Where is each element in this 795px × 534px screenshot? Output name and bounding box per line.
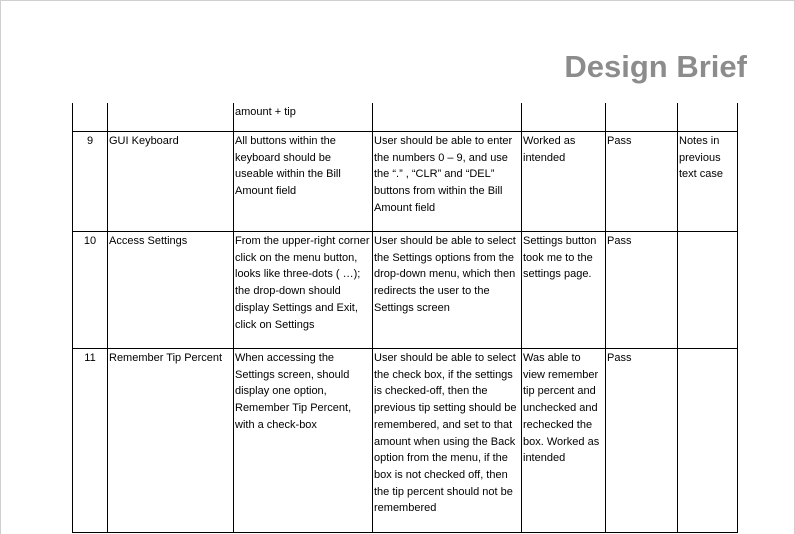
- cell-feature: Remember Tip Percent: [108, 349, 234, 533]
- cell-result: Pass: [606, 349, 678, 533]
- cell-actual: Worked as intended: [522, 132, 606, 232]
- cell-number: 9: [73, 132, 108, 232]
- cell-description: From the upper-right corner click on the menu button, looks like three-dots ( …); the drop-down should display Settings and Exit, click on Settings: [234, 232, 373, 349]
- cell-actual: Settings button took me to the settings page.: [522, 232, 606, 349]
- cell-feature: Access Settings: [108, 232, 234, 349]
- cell-notes: [678, 103, 738, 132]
- table-row: [73, 349, 738, 533]
- cell-notes: [678, 232, 738, 349]
- cell-number: 11: [73, 349, 108, 533]
- cell-expected: User should be able to enter the numbers 0 – 9, and use the “.” , “CLR” and “DEL” buttons from within the Bill Amount field: [373, 132, 522, 232]
- cell-result: Pass: [606, 132, 678, 232]
- cell-notes: [678, 349, 738, 533]
- cell-actual: Was able to view remember tip percent and unchecked and rechecked the box. Worked as intended: [522, 349, 606, 533]
- cell-number: 10: [73, 232, 108, 349]
- cell-expected: User should be able to select the Settings options from the drop-down menu, which then redirects the user to the Settings screen: [373, 232, 522, 349]
- cell-notes: Notes in previous text case: [678, 132, 738, 232]
- cell-feature: [108, 103, 234, 132]
- cell-actual: [522, 103, 606, 132]
- cell-result: [606, 103, 678, 132]
- table-row: [73, 132, 738, 232]
- page-edge-left: [0, 0, 1, 534]
- cell-description: amount + tip: [234, 103, 373, 132]
- cell-number: [73, 103, 108, 132]
- table-row: [73, 232, 738, 349]
- table-row-continued: [73, 103, 738, 132]
- cell-expected: User should be able to select the check box, if the settings is checked-off, then the previous tip setting should be remembered, and set to that amount when using the Back option from the menu, if the box is not checked off, then the tip percent should not be remembered: [373, 349, 522, 533]
- cell-description: All buttons within the keyboard should be useable within the Bill Amount field: [234, 132, 373, 232]
- page-edge-top: [0, 0, 795, 1]
- cell-feature: GUI Keyboard: [108, 132, 234, 232]
- cell-description: When accessing the Settings screen, should display one option, Remember Tip Percent, with a check-box: [234, 349, 373, 533]
- page-title: Design Brief: [564, 49, 747, 84]
- cell-expected: [373, 103, 522, 132]
- cell-result: Pass: [606, 232, 678, 349]
- test-case-table: [72, 103, 738, 533]
